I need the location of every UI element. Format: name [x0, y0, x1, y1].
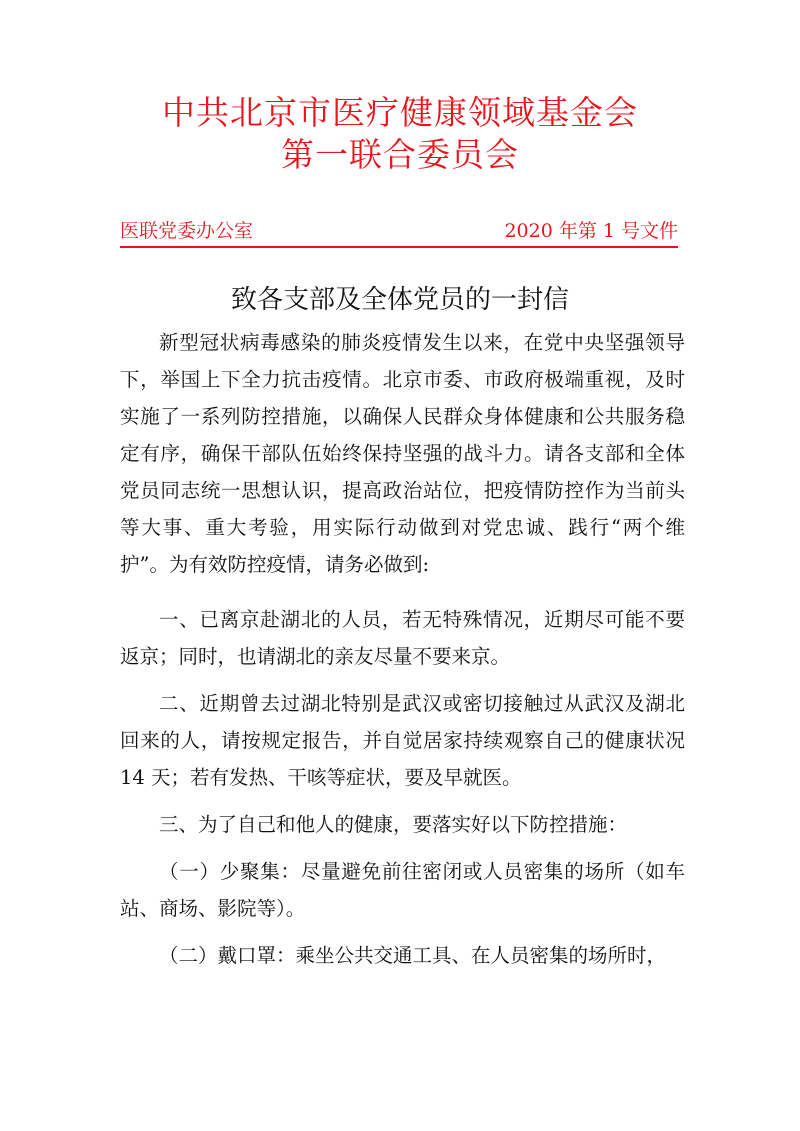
letter-body: [120, 324, 685, 974]
paragraph-intro: 新型冠状病毒感染的肺炎疫情发生以来，在党中央坚强领导下，举国上下全力抗击疫情。北京市委、市政府极端重视，及时实施了一系列防控措施，以确保人民群众身体健康和公共服务稳定有序，确保干部队伍始终保持坚强的战斗力。请各支部和全体党员同志统一思想认识，提高政治站位，把疫情防控作为当前头等大事、重大考验，用实际行动做到对党忠诚、践行“两个维护”。为有效防控疫情，请务必做到:: [120, 331, 685, 576]
org-name-line-2: 第一联合委员会: [281, 135, 519, 174]
paragraph-item-2: 二、近期曾去过湖北特别是武汉或密切接触过从武汉及湖北回来的人，请按规定报告，并自觉居家持续观察自己的健康状况 14 天；若有发热、干咳等症状，要及早就医。: [120, 692, 685, 789]
paragraph-item-3: 三、为了自己和他人的健康，要落实好以下防控措施：: [159, 813, 628, 836]
paragraph-subitem-2: （二）戴口罩：乘坐公共交通工具、在人员密集的场所时，: [159, 944, 667, 967]
document-issuer-bar: [120, 216, 678, 248]
document-number: 2020 年第 1 号文件: [504, 220, 678, 242]
paragraph-subitem-1: （一）少聚集：尽量避免前往密闭或人员密集的场所（如车站、商场、影院等）。: [120, 860, 685, 920]
issuer-name: 医联党委办公室: [120, 220, 254, 242]
paragraph-item-1: 一、已离京赴湖北的人员，若无特殊情况，近期尽可能不要返京；同时，也请湖北的亲友尽量不要来京。: [120, 608, 685, 668]
letter-title: 致各支部及全体党员的一封信: [230, 285, 569, 315]
org-name-line-1: 中共北京市医疗健康领域基金会: [162, 93, 638, 132]
document-red-header-title: [0, 92, 800, 176]
